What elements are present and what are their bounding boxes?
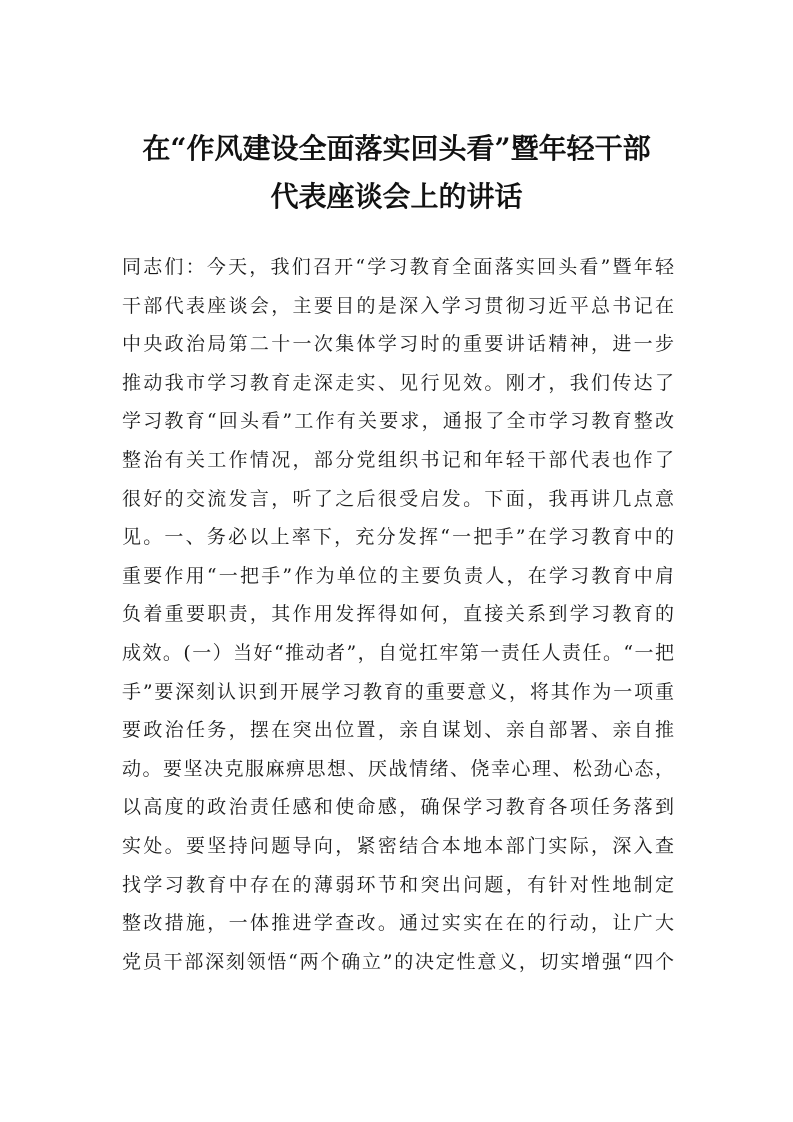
body-line: 成效。(一）当好“推动者”，自觉扛牢第一责任人责任。“一把 <box>122 641 674 664</box>
body-line: 实处。要坚持问题导向，紧密结合本地本部门实际，深入查 <box>122 834 674 857</box>
body-line: 找学习教育中存在的薄弱环节和突出问题，有针对性地制定 <box>122 873 674 896</box>
document-title-line-2: 代表座谈会上的讲话 <box>270 180 523 213</box>
body-line: 党员干部深刻领悟“两个确立”的决定性意义，切实增强“四个 <box>122 950 674 973</box>
body-line: 很好的交流发言，听了之后很受启发。下面，我再讲几点意 <box>122 487 674 510</box>
document-title-line-1: 在“作风建设全面落实回头看”暨年轻干部 <box>142 132 651 165</box>
body-line: 同志们：今天，我们召开“学习教育全面落实回头看”暨年轻 <box>122 256 674 278</box>
body-line: 中央政治局第二十一次集体学习时的重要讲话精神，进一步 <box>122 333 674 356</box>
body-line: 动。要坚决克服麻痹思想、厌战情绪、侥幸心理、松劲心态， <box>122 757 674 780</box>
body-line: 要政治任务，摆在突出位置，亲自谋划、亲自部署、亲自推 <box>122 719 674 742</box>
body-line: 以高度的政治责任感和使命感，确保学习教育各项任务落到 <box>122 796 674 819</box>
body-line: 负着重要职责，其作用发挥得如何，直接关系到学习教育的 <box>122 603 674 626</box>
body-line: 推动我市学习教育走深走实、见行见效。刚才，我们传达了 <box>122 371 674 394</box>
speech-body <box>122 248 674 981</box>
body-line: 整治有关工作情况，部分党组织书记和年轻干部代表也作了 <box>122 448 674 471</box>
body-line: 重要作用“一把手”作为单位的主要负责人，在学习教育中肩 <box>122 564 674 587</box>
body-line: 学习教育“回头看”工作有关要求，通报了全市学习教育整改 <box>122 410 674 433</box>
body-line: 手”要深刻认识到开展学习教育的重要意义，将其作为一项重 <box>122 680 674 703</box>
body-line: 见。一、务必以上率下，充分发挥“一把手”在学习教育中的 <box>122 526 674 549</box>
body-line: 干部代表座谈会，主要目的是深入学习贯彻习近平总书记在 <box>122 294 674 317</box>
body-line: 整改措施，一体推进学查改。通过实实在在的行动，让广大 <box>122 912 674 935</box>
